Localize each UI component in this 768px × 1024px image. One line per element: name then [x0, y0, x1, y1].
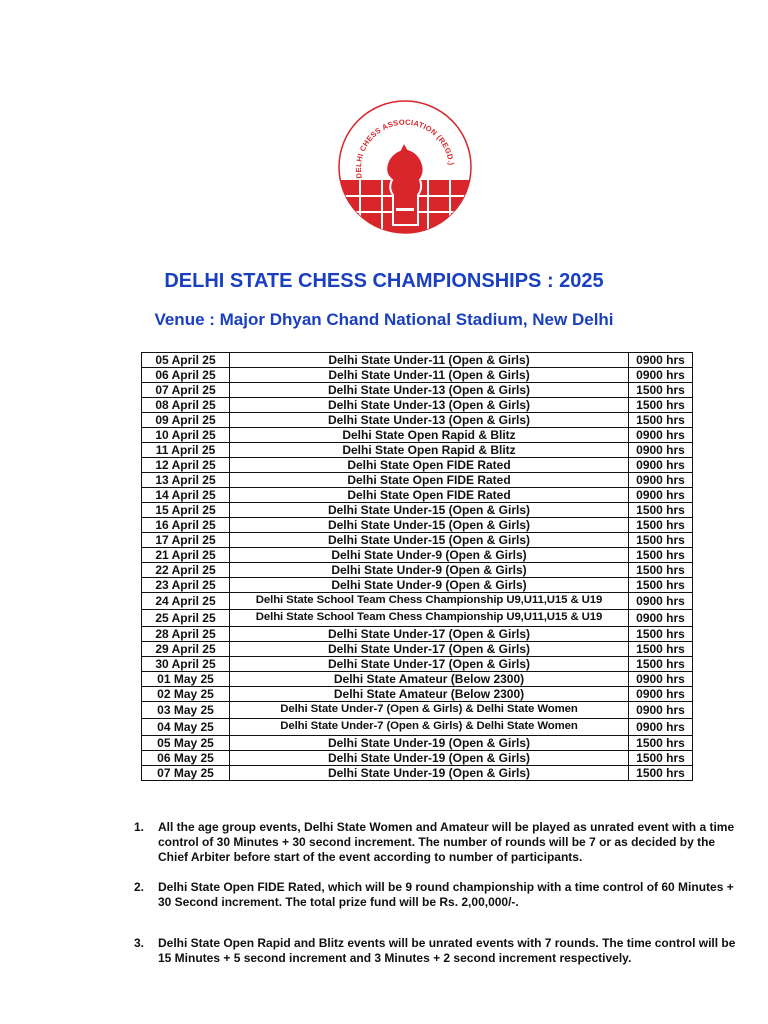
schedule-event: Delhi State Under-9 (Open & Girls)	[230, 563, 629, 578]
schedule-event: Delhi State Under-9 (Open & Girls)	[230, 578, 629, 593]
schedule-date: 14 April 25	[142, 488, 230, 503]
schedule-time: 1500 hrs	[629, 642, 693, 657]
schedule-row	[142, 642, 693, 657]
schedule-date: 07 April 25	[142, 383, 230, 398]
schedule-event: Delhi State Under-19 (Open & Girls)	[230, 766, 629, 781]
schedule-time: 0900 hrs	[629, 610, 693, 627]
note-text: Delhi State Open Rapid and Blitz events will be unrated events with 7 rounds. The time control will be 15 Minutes + 5 second increment and 3 Minutes + 2 second increment respectively.	[158, 936, 736, 965]
schedule-date: 10 April 25	[142, 428, 230, 443]
schedule-event: Delhi State Under-19 (Open & Girls)	[230, 751, 629, 766]
schedule-date: 16 April 25	[142, 518, 230, 533]
schedule-time: 1500 hrs	[629, 578, 693, 593]
schedule-time: 0900 hrs	[629, 687, 693, 702]
schedule-row	[142, 443, 693, 458]
schedule-row	[142, 610, 693, 627]
schedule-event: Delhi State School Team Chess Championship U9,U11,U15 & U19	[230, 610, 629, 627]
schedule-time: 0900 hrs	[629, 593, 693, 610]
schedule-event: Delhi State Under-15 (Open & Girls)	[230, 518, 629, 533]
schedule-row	[142, 593, 693, 610]
schedule-row	[142, 398, 693, 413]
schedule-row	[142, 473, 693, 488]
schedule-row	[142, 488, 693, 503]
schedule-date: 12 April 25	[142, 458, 230, 473]
schedule-row	[142, 719, 693, 736]
schedule-time: 0900 hrs	[629, 702, 693, 719]
chess-knight-emblem-icon	[338, 100, 472, 234]
schedule-event: Delhi State Open FIDE Rated	[230, 488, 629, 503]
schedule-row	[142, 518, 693, 533]
schedule-body	[142, 353, 693, 781]
note-3	[134, 936, 746, 966]
note-item	[134, 820, 746, 865]
schedule-row	[142, 533, 693, 548]
schedule-event: Delhi State Under-9 (Open & Girls)	[230, 548, 629, 563]
schedule-time: 0900 hrs	[629, 488, 693, 503]
note-2	[134, 880, 746, 910]
schedule-row	[142, 548, 693, 563]
schedule-event: Delhi State Open Rapid & Blitz	[230, 443, 629, 458]
schedule-date: 09 April 25	[142, 413, 230, 428]
schedule-event: Delhi State Under-13 (Open & Girls)	[230, 413, 629, 428]
schedule-time: 1500 hrs	[629, 548, 693, 563]
schedule-time: 1500 hrs	[629, 766, 693, 781]
schedule-event: Delhi State Under-15 (Open & Girls)	[230, 533, 629, 548]
schedule-time: 1500 hrs	[629, 398, 693, 413]
logo-ring-text: DELHI CHESS ASSOCIATION (REGD.)	[353, 117, 456, 180]
schedule-event: Delhi State Under-19 (Open & Girls)	[230, 736, 629, 751]
schedule-time: 1500 hrs	[629, 657, 693, 672]
schedule-time: 1500 hrs	[629, 383, 693, 398]
note-item	[134, 880, 746, 910]
schedule-row	[142, 368, 693, 383]
schedule-time: 0900 hrs	[629, 368, 693, 383]
note-1	[134, 820, 746, 865]
schedule-date: 15 April 25	[142, 503, 230, 518]
schedule-row	[142, 428, 693, 443]
schedule-date: 08 April 25	[142, 398, 230, 413]
schedule-time: 1500 hrs	[629, 413, 693, 428]
schedule-time: 1500 hrs	[629, 503, 693, 518]
note-number: 3.	[134, 936, 145, 950]
schedule-event: Delhi State Open Rapid & Blitz	[230, 428, 629, 443]
schedule-date: 28 April 25	[142, 627, 230, 642]
schedule-date: 11 April 25	[142, 443, 230, 458]
schedule-row	[142, 672, 693, 687]
schedule-row	[142, 353, 693, 368]
schedule-date: 05 April 25	[142, 353, 230, 368]
schedule-time: 0900 hrs	[629, 672, 693, 687]
schedule-time: 1500 hrs	[629, 627, 693, 642]
note-text: Delhi State Open FIDE Rated, which will be 9 round championship with a time control of 60 Minutes + 30 Second increment. The total prize fund will be Rs. 2,00,000/-.	[158, 880, 734, 909]
schedule-event: Delhi State Amateur (Below 2300)	[230, 672, 629, 687]
schedule-date: 13 April 25	[142, 473, 230, 488]
schedule-date: 22 April 25	[142, 563, 230, 578]
schedule-time: 1500 hrs	[629, 736, 693, 751]
schedule-date: 29 April 25	[142, 642, 230, 657]
schedule-event: Delhi State School Team Chess Championship U9,U11,U15 & U19	[230, 593, 629, 610]
schedule-row	[142, 657, 693, 672]
schedule-table	[141, 352, 693, 781]
schedule-row	[142, 627, 693, 642]
schedule-date: 02 May 25	[142, 687, 230, 702]
schedule-time: 1500 hrs	[629, 533, 693, 548]
schedule-time: 0900 hrs	[629, 443, 693, 458]
schedule-row	[142, 687, 693, 702]
schedule-event: Delhi State Under-17 (Open & Girls)	[230, 642, 629, 657]
note-number: 1.	[134, 820, 145, 834]
schedule-date: 05 May 25	[142, 736, 230, 751]
note-text: All the age group events, Delhi State Women and Amateur will be played as unrated event with a time control of 30 Minutes + 30 second increment. The number of rounds will be 7 or as decided by the Chief Arbiter before start of the event according to number of participants.	[158, 820, 735, 864]
schedule-date: 01 May 25	[142, 672, 230, 687]
schedule-date: 17 April 25	[142, 533, 230, 548]
page-title: DELHI STATE CHESS CHAMPIONSHIPS : 2025	[164, 270, 604, 292]
schedule-row	[142, 751, 693, 766]
schedule-event: Delhi State Under-11 (Open & Girls)	[230, 353, 629, 368]
schedule-date: 06 April 25	[142, 368, 230, 383]
schedule-date: 04 May 25	[142, 719, 230, 736]
schedule-time: 1500 hrs	[629, 518, 693, 533]
schedule-row	[142, 736, 693, 751]
schedule-row	[142, 578, 693, 593]
schedule-date: 24 April 25	[142, 593, 230, 610]
schedule-event: Delhi State Under-17 (Open & Girls)	[230, 657, 629, 672]
schedule-event: Delhi State Open FIDE Rated	[230, 473, 629, 488]
schedule-date: 21 April 25	[142, 548, 230, 563]
venue-subtitle: Venue : Major Dhyan Chand National Stadium, New Delhi	[154, 310, 614, 329]
schedule-row	[142, 702, 693, 719]
schedule-date: 07 May 25	[142, 766, 230, 781]
schedule-date: 30 April 25	[142, 657, 230, 672]
schedule-event: Delhi State Under-11 (Open & Girls)	[230, 368, 629, 383]
schedule-row	[142, 383, 693, 398]
schedule-row	[142, 766, 693, 781]
schedule-row	[142, 563, 693, 578]
schedule-event: Delhi State Under-13 (Open & Girls)	[230, 383, 629, 398]
schedule-event: Delhi State Under-7 (Open & Girls) & Delhi State Women	[230, 719, 629, 736]
note-item	[134, 936, 746, 966]
schedule-event: Delhi State Under-13 (Open & Girls)	[230, 398, 629, 413]
schedule-time: 1500 hrs	[629, 751, 693, 766]
schedule-date: 03 May 25	[142, 702, 230, 719]
schedule-event: Delhi State Under-7 (Open & Girls) & Delhi State Women	[230, 702, 629, 719]
note-number: 2.	[134, 880, 145, 894]
schedule-event: Delhi State Under-17 (Open & Girls)	[230, 627, 629, 642]
schedule-date: 25 April 25	[142, 610, 230, 627]
schedule-row	[142, 458, 693, 473]
schedule-row	[142, 503, 693, 518]
schedule-time: 0900 hrs	[629, 719, 693, 736]
schedule-time: 1500 hrs	[629, 563, 693, 578]
schedule-time: 0900 hrs	[629, 353, 693, 368]
schedule-date: 23 April 25	[142, 578, 230, 593]
schedule-date: 06 May 25	[142, 751, 230, 766]
schedule-event: Delhi State Under-15 (Open & Girls)	[230, 503, 629, 518]
schedule-time: 0900 hrs	[629, 428, 693, 443]
schedule-row	[142, 413, 693, 428]
delhi-chess-association-logo	[338, 100, 472, 234]
schedule-time: 0900 hrs	[629, 458, 693, 473]
schedule-time: 0900 hrs	[629, 473, 693, 488]
schedule-event: Delhi State Open FIDE Rated	[230, 458, 629, 473]
schedule-event: Delhi State Amateur (Below 2300)	[230, 687, 629, 702]
